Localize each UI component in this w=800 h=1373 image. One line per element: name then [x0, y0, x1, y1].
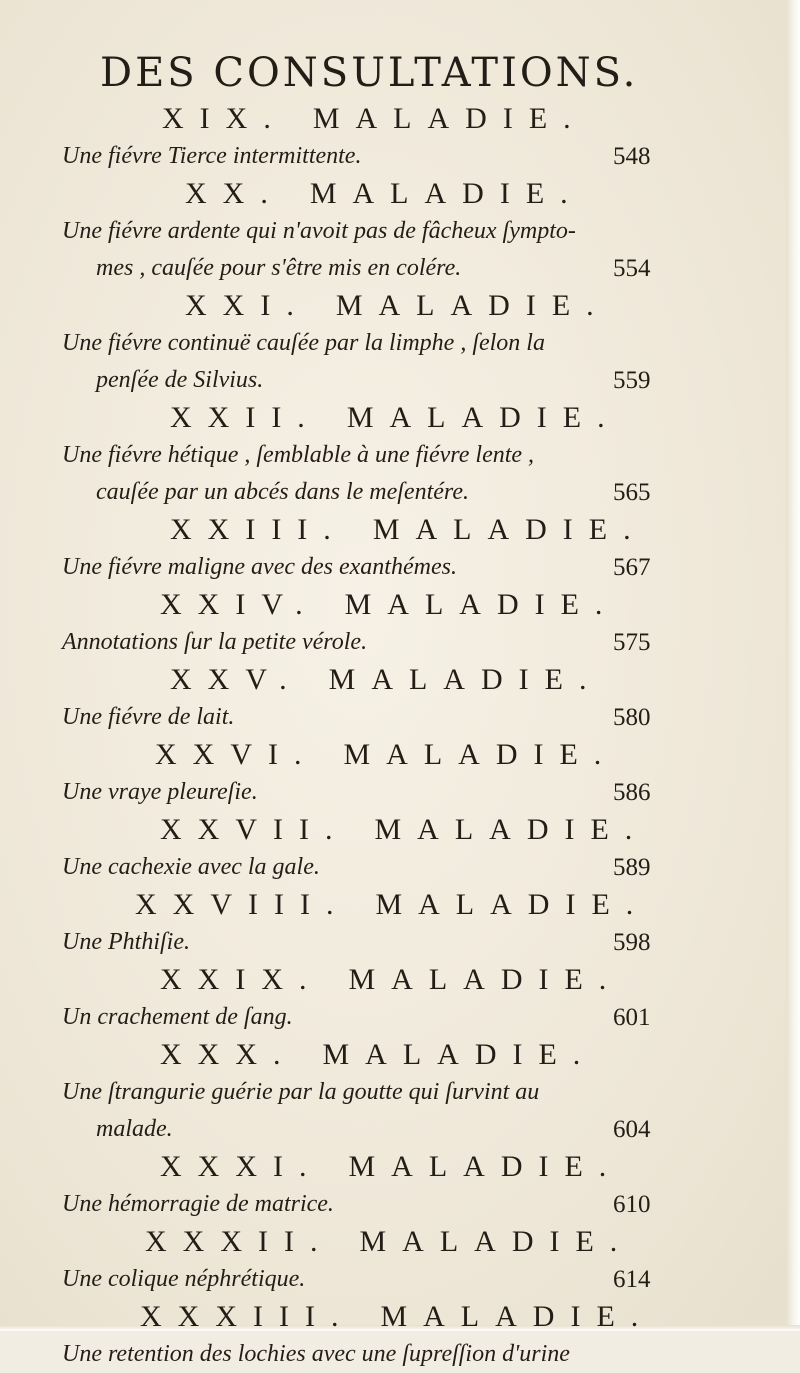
roman-numeral: XXV. [170, 663, 303, 696]
table-of-contents [0, 100, 800, 1373]
maladie-label: MALADIE. [335, 289, 610, 322]
page-number: 575 [613, 629, 651, 656]
page-number: 548 [613, 143, 651, 170]
entry-heading [0, 811, 800, 849]
entry-description: Une ſtrangurie guérie par la goutte qui ſurvint au [62, 1079, 540, 1105]
entry-description: Une fiévre Tierce intermittente. [62, 143, 362, 169]
entry-description: Une fiévre de lait. [62, 704, 235, 730]
maladie-label: MALADIE. [359, 1225, 634, 1258]
toc-entry [0, 811, 800, 886]
maladie-label: MALADIE. [312, 102, 587, 135]
roman-numeral: XIX. [162, 102, 287, 135]
entry-description-line [0, 437, 800, 474]
entry-description-line [0, 999, 800, 1036]
maladie-label: MALADIE. [374, 813, 649, 846]
toc-entry [0, 100, 800, 175]
page-number: 589 [613, 854, 651, 881]
toc-entry [0, 661, 800, 736]
entry-description: penſée de Silvius. [96, 367, 264, 393]
page-number: 610 [613, 1191, 651, 1218]
entry-description-line [0, 1336, 800, 1373]
maladie-label: MALADIE. [328, 663, 603, 696]
roman-numeral: XXXI. [160, 1150, 323, 1183]
toc-entry [0, 175, 800, 287]
page-number: 565 [613, 479, 651, 506]
toc-entry [0, 1148, 800, 1223]
entry-description-line [0, 924, 800, 961]
toc-entry [0, 399, 800, 511]
toc-entry [0, 287, 800, 399]
page-number: 580 [613, 704, 651, 731]
maladie-label: MALADIE. [372, 513, 647, 546]
entry-description-line [0, 549, 800, 586]
maladie-label: MALADIE. [375, 888, 650, 921]
maladie-label: MALADIE. [348, 1150, 623, 1183]
roman-numeral: XX. [185, 177, 284, 210]
page-number: 554 [613, 255, 651, 282]
page-number: 604 [613, 1116, 651, 1143]
entry-description: Une retention des lochies avec une ſupreſſion d'urine [62, 1341, 570, 1367]
page-number: 567 [613, 554, 651, 581]
toc-entry [0, 586, 800, 661]
entry-description: Une hémorragie de matrice. [62, 1191, 334, 1217]
roman-numeral: XXIX. [160, 963, 323, 996]
toc-entry [0, 961, 800, 1036]
maladie-label: MALADIE. [344, 588, 619, 621]
entry-description: Une fiévre ardente qui n'avoit pas de fâcheux ſympto- [62, 218, 576, 244]
entry-description-line [0, 1261, 800, 1298]
entry-description-line [0, 699, 800, 736]
toc-entry [0, 1223, 800, 1298]
toc-entry [0, 511, 800, 586]
entry-description-line [0, 1111, 800, 1148]
maladie-label: MALADIE. [343, 738, 618, 771]
entry-description: Une cachexie avec la gale. [62, 854, 320, 880]
toc-entry [0, 1036, 800, 1148]
entry-description: Annotations ſur la petite vérole. [62, 629, 368, 655]
entry-description-line [0, 213, 800, 250]
roman-numeral: XXIV. [160, 588, 319, 621]
entry-description-line [0, 1186, 800, 1223]
entry-description-line [0, 774, 800, 811]
page-number: 598 [613, 929, 651, 956]
entry-heading [0, 1223, 800, 1261]
maladie-label: MALADIE. [346, 401, 621, 434]
page-number: 586 [613, 779, 651, 806]
page-number: 559 [613, 367, 651, 394]
toc-entry [0, 736, 800, 811]
running-title: DES CONSULTATIONS. [100, 50, 639, 96]
entry-heading [0, 661, 800, 699]
roman-numeral: XXVIII. [135, 888, 350, 921]
entry-heading [0, 399, 800, 437]
entry-description-line [0, 325, 800, 362]
roman-numeral: XXI. [185, 289, 310, 322]
entry-heading [0, 175, 800, 213]
entry-heading [0, 961, 800, 999]
roman-numeral: XXXII. [145, 1225, 334, 1258]
entry-description-line [0, 250, 800, 287]
roman-numeral: XXX. [160, 1038, 297, 1071]
entry-heading [0, 100, 800, 138]
toc-entry [0, 886, 800, 961]
entry-description: Une fiévre maligne avec des exanthémes. [62, 554, 457, 580]
maladie-label: MALADIE. [348, 963, 623, 996]
toc-entry [0, 1298, 800, 1373]
roman-numeral: XXII. [170, 401, 321, 434]
entry-description: Une vraye pleureſie. [62, 779, 258, 805]
entry-heading [0, 586, 800, 624]
entry-heading [0, 1298, 800, 1336]
entry-heading [0, 287, 800, 325]
entry-description: Une Phthiſie. [62, 929, 190, 955]
maladie-label: MALADIE. [380, 1300, 655, 1333]
entry-description: Une colique néphrétique. [62, 1266, 306, 1292]
roman-numeral: XXVI. [155, 738, 318, 771]
entry-description-line [0, 362, 800, 399]
entry-heading [0, 886, 800, 924]
entry-description: Une fiévre hétique , ſemblable à une fiévre lente , [62, 442, 535, 468]
entry-description-line [0, 474, 800, 511]
page-number: 601 [613, 1004, 651, 1031]
entry-description-line [0, 624, 800, 661]
entry-description: cauſée par un abcés dans le meſentére. [96, 479, 469, 505]
entry-description-line [0, 1074, 800, 1111]
entry-heading [0, 1036, 800, 1074]
entry-heading [0, 511, 800, 549]
entry-description: Un crachement de ſang. [62, 1004, 293, 1030]
entry-description: malade. [96, 1116, 173, 1142]
entry-description-line [0, 138, 800, 175]
maladie-label: MALADIE. [322, 1038, 597, 1071]
roman-numeral: XXIII. [170, 513, 347, 546]
entry-heading [0, 1148, 800, 1186]
entry-description: Une fiévre continuë cauſée par la limphe , ſelon la [62, 330, 545, 356]
roman-numeral: XXVII. [160, 813, 349, 846]
entry-description-line [0, 849, 800, 886]
entry-heading [0, 736, 800, 774]
maladie-label: MALADIE. [309, 177, 584, 210]
roman-numeral: XXXIII. [140, 1300, 355, 1333]
entry-description: mes , cauſée pour s'être mis en colére. [96, 255, 462, 281]
page-number: 614 [613, 1266, 651, 1293]
